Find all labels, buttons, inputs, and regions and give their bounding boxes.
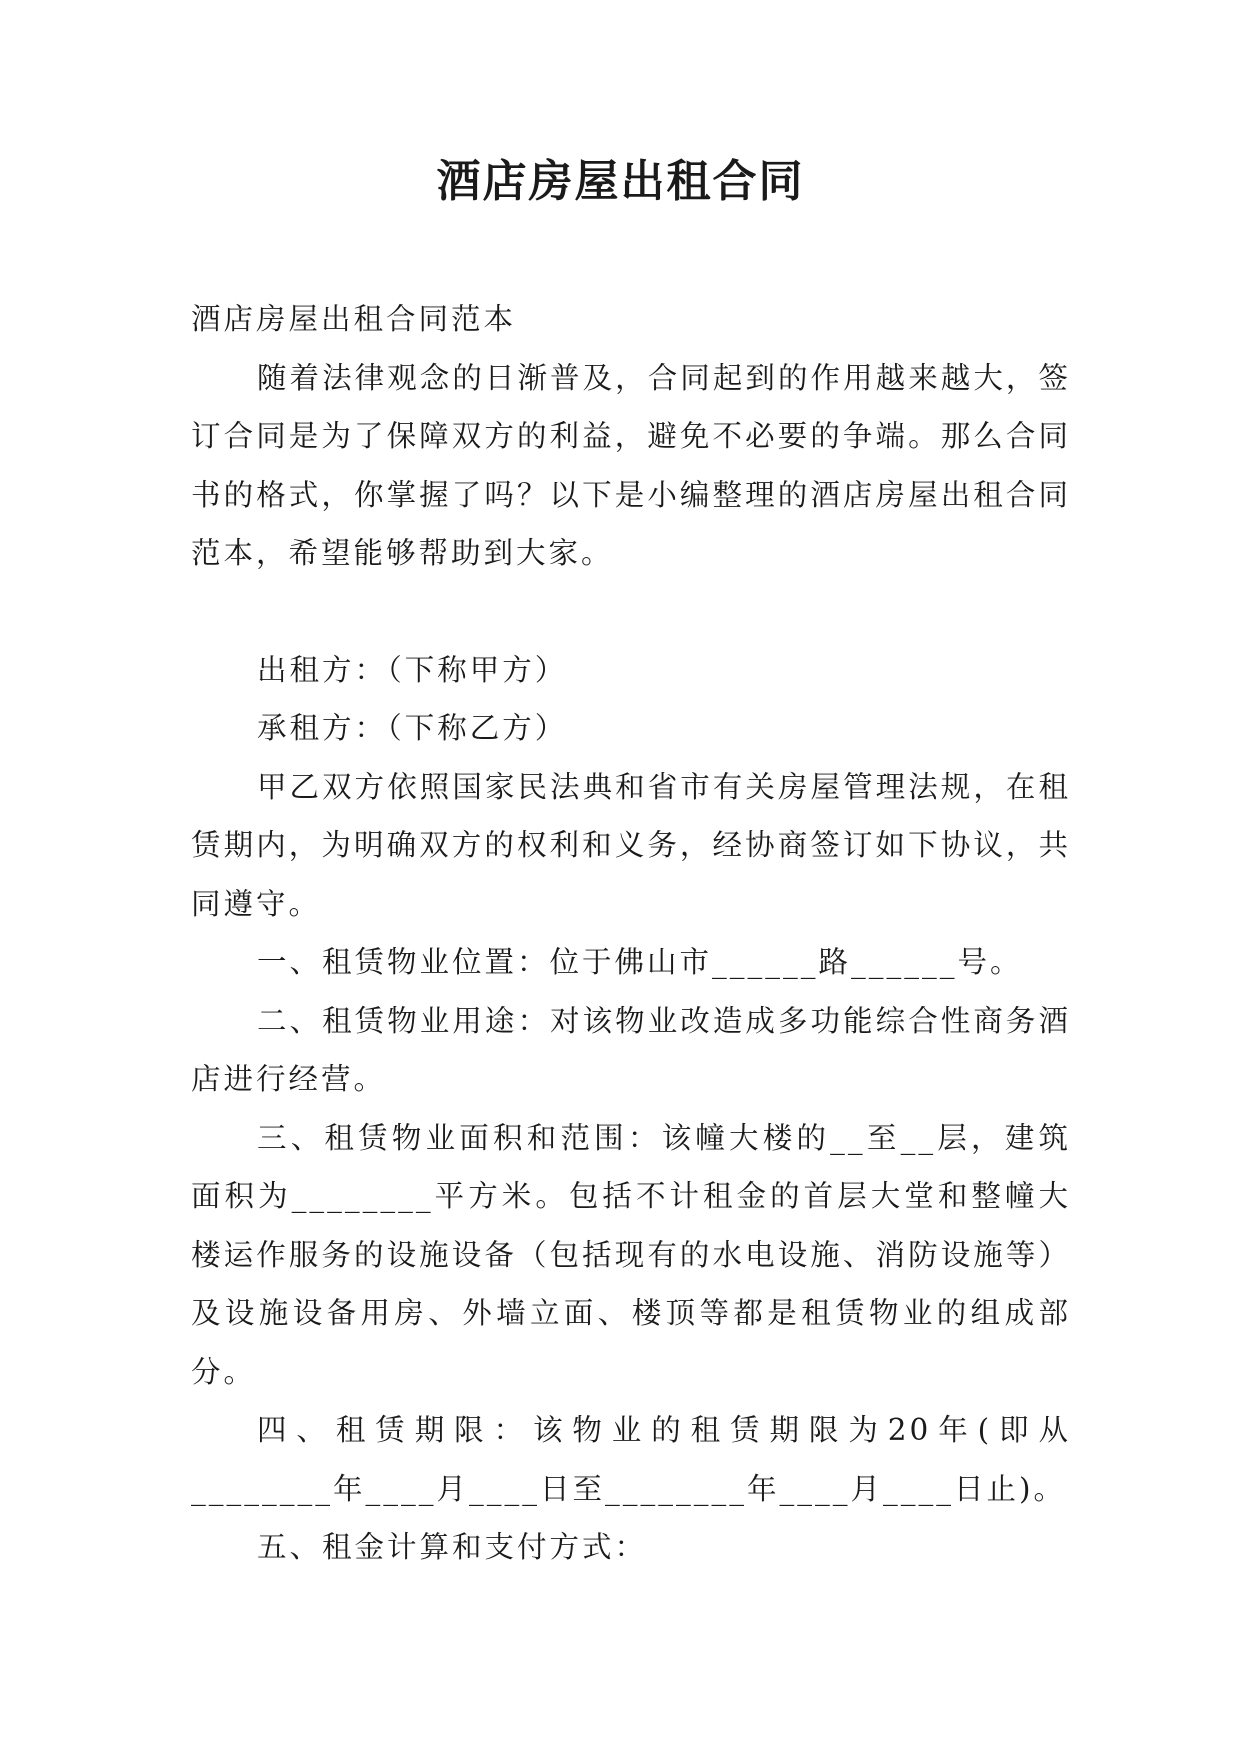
lessor-line: 出租方：（下称甲方） <box>257 652 568 687</box>
document-title: 酒店房屋出租合同 <box>436 156 805 207</box>
agreement-preamble: 甲乙双方依照国家民法典和省市有关房屋管理法规，在租赁期内，为明确双方的权利和义务，经协商签订如下协议，共同遵守。 <box>191 769 1071 921</box>
clause-1-location: 一、租赁物业位置：位于佛山市______路______号。 <box>257 945 1023 979</box>
clause-3-area: 三、租赁物业面积和范围：该幢大楼的__至__层，建筑面积为________平方米。包括不计租金的首层大堂和整幢大楼运作服务的设施设备（包括现有的水电设施、消防设施等）及设施设备用房、外墙立面、楼顶等都是租赁物业的组成部分。 <box>191 1120 1071 1389</box>
lessee-line: 承租方：（下称乙方） <box>257 711 568 745</box>
clause-2-usage: 二、租赁物业用途：对该物业改造成多功能综合性商务酒店进行经营。 <box>191 1003 1071 1096</box>
clause-5-rent: 五、租金计算和支付方式： <box>257 1530 648 1564</box>
clause-4-term: 四、租赁期限：该物业的租赁期限为20年(即从________年____月____日至________年____月____日止)。 <box>191 1413 1072 1506</box>
document-subtitle: 酒店房屋出租合同范本 <box>191 302 517 336</box>
intro-paragraph: 随着法律观念的日渐普及，合同起到的作用越来越大，签订合同是为了保障双方的利益，避免不必要的争端。那么合同书的格式，你掌握了吗？以下是小编整理的酒店房屋出租合同范本，希望能够帮助到大家。 <box>191 360 1071 570</box>
document-body <box>191 290 1071 1577</box>
